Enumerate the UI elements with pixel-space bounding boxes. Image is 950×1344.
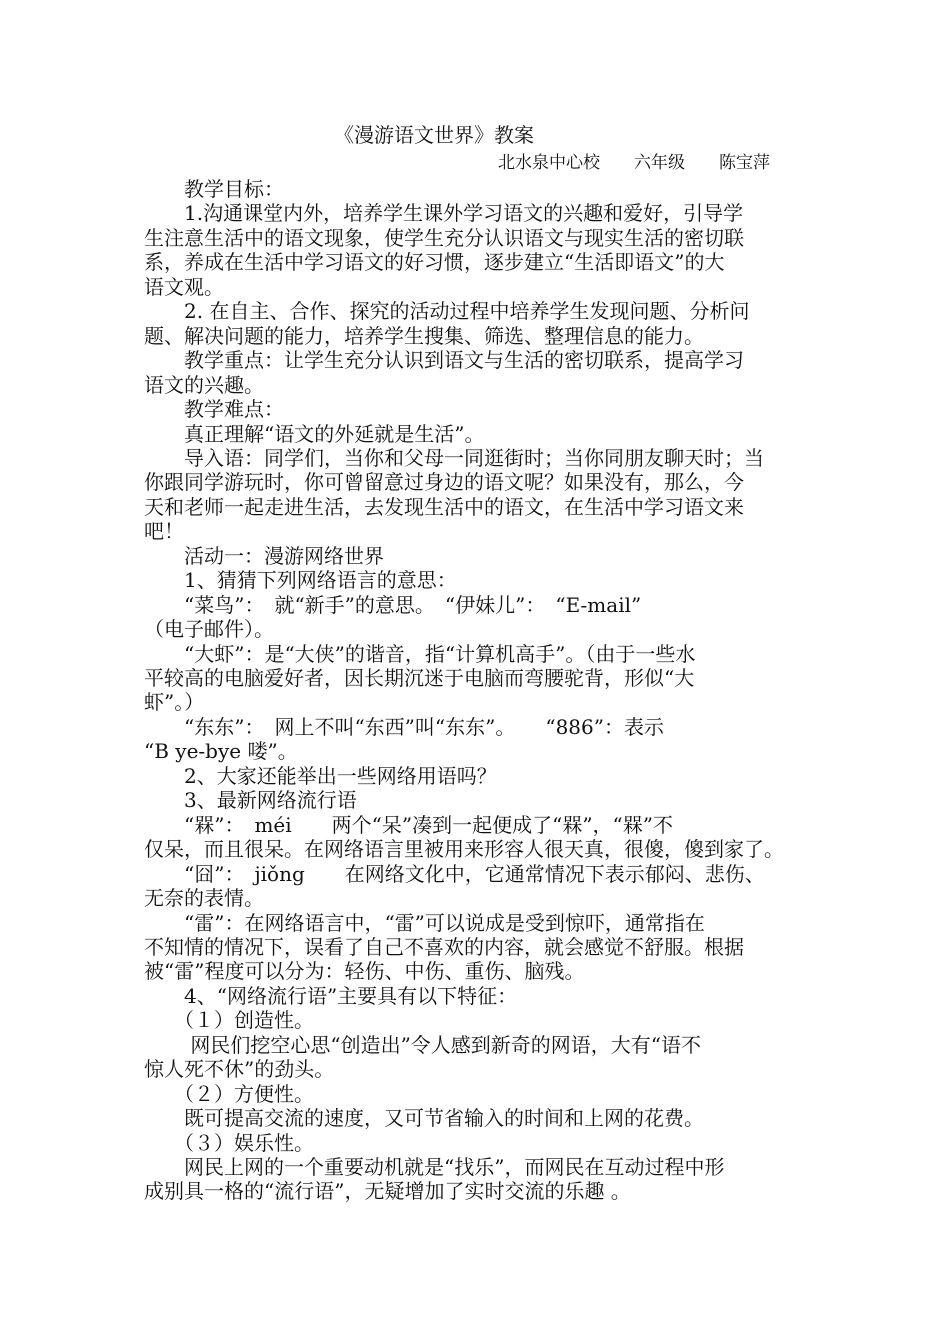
text-line: “雷”：在网络语言中，“雷”可以说成是受到惊吓，通常指在 (144, 911, 705, 935)
text-line: 语文观。 (144, 275, 224, 299)
text-line: 成别具一格的“流行语”，无疑增加了实时交流的乐趣 。 (144, 1179, 631, 1203)
text-line: 虾”。） (144, 690, 205, 714)
text-line: 教学难点： (144, 397, 284, 421)
text-line: 2、大家还能举出一些网络用语吗？ (144, 764, 497, 788)
text-line: 2. 在自主、合作、探究的活动过程中培养学生发现问题、分析问 (144, 299, 750, 323)
text-line: 被“雷”程度可以分为：轻伤、中伤、重伤、脑残。 (144, 959, 585, 983)
document-title: 《漫游语文世界》教案 (334, 123, 534, 147)
text-line: 生注意生活中的语文现象，使学生充分认识语文与现实生活的密切联 (144, 226, 744, 250)
text-line: 平较高的电脑爱好者，因长期沉迷于电脑而弯腰驼背，形似“大 (144, 666, 695, 690)
text-line: 题、解决问题的能力，培养学生搜集、筛选、整理信息的能力。 (144, 324, 704, 348)
text-line: “大虾”：是“大侠”的谐音，指“计算机高手”。（由于一些水 (144, 642, 696, 666)
text-line: “东东”： 网上不叫“东西”叫“东东”。 “886”：表示 (144, 715, 664, 739)
text-line: 天和老师一起走进生活，去发现生活中的语文，在生活中学习语文来 (144, 495, 744, 519)
text-line: 4、“网络流行语”主要具有以下特征： (144, 984, 518, 1008)
text-line: 你跟同学游玩时，你可曾留意过身边的语文呢？如果没有，那么，今 (144, 470, 744, 494)
text-line: 真正理解“语文的外延就是生活”。 (144, 422, 485, 446)
text-line: 导入语：同学们，当你和父母一同逛街时；当你同朋友聊天时；当 (144, 446, 764, 470)
text-line: 1.沟通课堂内外，培养学生课外学习语文的兴趣和爱好，引导学 (144, 201, 744, 225)
text-line: 3、最新网络流行语 (144, 788, 357, 812)
text-line: 教学重点：让学生充分认识到语文与生活的密切联系，提高学习 (144, 348, 744, 372)
text-line: （２）方便性。 (144, 1082, 314, 1106)
text-line: 语文的兴趣。 (144, 373, 264, 397)
text-line: 活动一：漫游网络世界 (144, 544, 384, 568)
text-line: 既可提高交流的速度，又可节省输入的时间和上网的花费。 (144, 1106, 704, 1130)
text-line: “囧”： jiǒng 在网络文化中，它通常情况下表示郁闷、悲伤、 (144, 862, 765, 886)
text-line: 惊人死不休”的劲头。 (144, 1057, 335, 1081)
text-line: 仅呆，而且很呆。在网络语言里被用来形容人很天真，很傻，傻到家了。 (144, 837, 784, 861)
text-line: 系，养成在生活中学习语文的好习惯，逐步建立“生活即语文”的大 (144, 250, 725, 274)
text-line: （１）创造性。 (144, 1008, 314, 1032)
text-line: “菜鸟”： 就“新手”的意思。 “伊妹儿”： “E-mail” (144, 593, 642, 617)
text-line: 无奈的表情。 (144, 886, 264, 910)
author-byline: 北水泉中心校 六年级 陈宝萍 (498, 153, 770, 173)
text-line: “槑”： méi 两个“呆”凑到一起便成了“槑”，“槑”不 (144, 813, 673, 837)
text-line: 网民上网的一个重要动机就是“找乐”，而网民在互动过程中形 (144, 1155, 725, 1179)
text-line: （电子邮件）。 (144, 617, 274, 641)
text-line: （３）娱乐性。 (144, 1131, 314, 1155)
text-line: “B ye-bye 喽”。 (144, 739, 298, 763)
text-line: 吧！ (144, 519, 184, 543)
text-line: 网民们挖空心思“创造出”令人感到新奇的网语，大有“语不 (144, 1033, 702, 1057)
text-line: 教学目标： (144, 177, 284, 201)
text-line: 不知情的情况下，误看了自己不喜欢的内容，就会感觉不舒服。根据 (144, 935, 744, 959)
text-line: 1、猜猜下列网络语言的意思： (144, 568, 457, 592)
